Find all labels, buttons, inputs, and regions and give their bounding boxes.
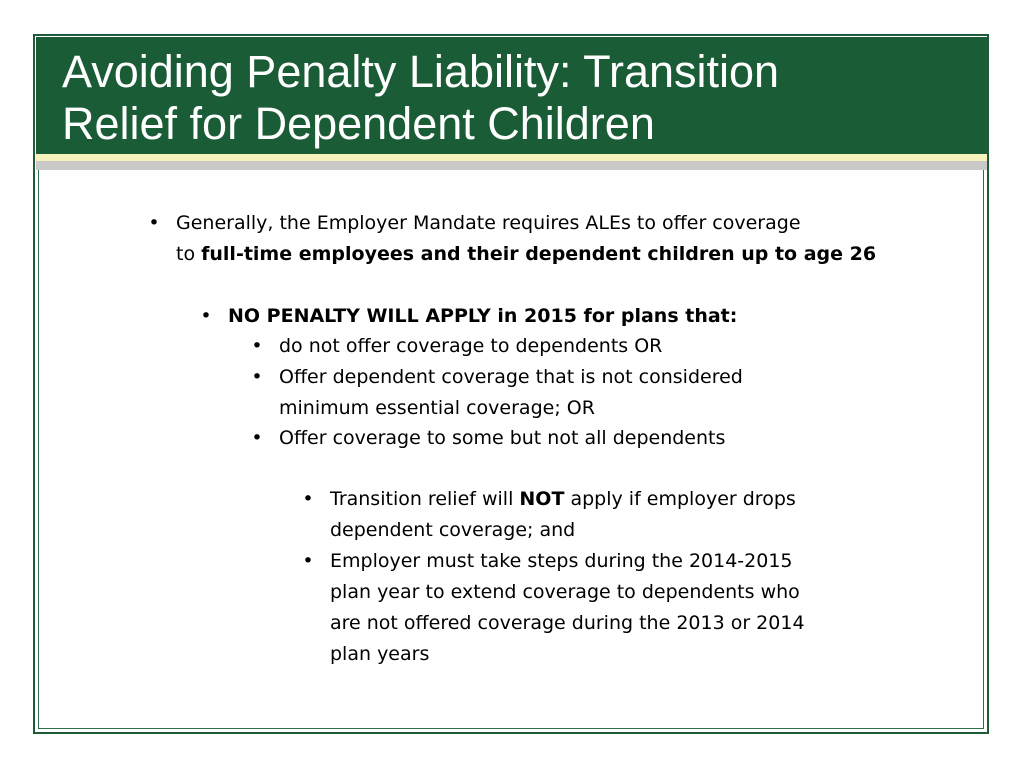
bullet-text-bold: full-time employees and their dependent children up to age 26: [201, 243, 877, 265]
bullet-marker: •: [200, 305, 212, 327]
bullet-marker: •: [251, 427, 263, 449]
bullet-no-dependent-coverage: [251, 331, 839, 362]
bullet-marker: •: [302, 550, 314, 572]
bullet-employer-steps: [302, 546, 890, 670]
bullet-relief-not-apply: [302, 484, 890, 546]
bullet-marker: •: [302, 488, 314, 510]
bullet-text-bold: NOT: [519, 488, 565, 510]
bullet-text-line: [330, 484, 890, 515]
bullet-text-line: Offer dependent coverage that is not considered: [279, 366, 743, 388]
bullet-text-prefix: to: [176, 243, 202, 265]
bullet-text-line: [228, 301, 868, 332]
bullet-marker: •: [251, 366, 263, 388]
slide-title: Avoiding Penalty Liability: Transition Relief for Dependent Children: [62, 46, 780, 149]
bullet-text-line: do not offer coverage to dependents OR: [279, 335, 663, 357]
bullet-text-line: Offer coverage to some but not all dependents: [279, 427, 726, 449]
bullet-text-line: plan years: [330, 643, 430, 665]
bullet-marker: •: [148, 212, 160, 234]
bullet-no-penalty: [200, 301, 868, 332]
bullet-text-line: plan year to extend coverage to dependents who: [330, 581, 800, 603]
bullet-employer-mandate: [148, 208, 896, 270]
bullet-text-line: [176, 239, 896, 270]
bullet-marker: •: [251, 335, 263, 357]
bullet-some-dependents: [251, 423, 839, 454]
bullet-text-suffix: apply if employer drops: [564, 488, 796, 510]
bullet-not-minimum-essential: [251, 362, 839, 424]
bullet-text-line: dependent coverage; and: [330, 519, 576, 541]
bullet-text-prefix: Transition relief will: [330, 488, 520, 510]
bullet-text-line: Employer must take steps during the 2014-2015: [330, 550, 793, 572]
bullet-text-line: are not offered coverage during the 2013 or 2014: [330, 612, 805, 634]
bullet-text-line: Generally, the Employer Mandate requires ALEs to offer coverage: [176, 212, 801, 234]
bullet-text-bold: NO PENALTY WILL APPLY in 2015 for plans that:: [228, 305, 738, 327]
bullet-text-line: minimum essential coverage; OR: [279, 397, 595, 419]
